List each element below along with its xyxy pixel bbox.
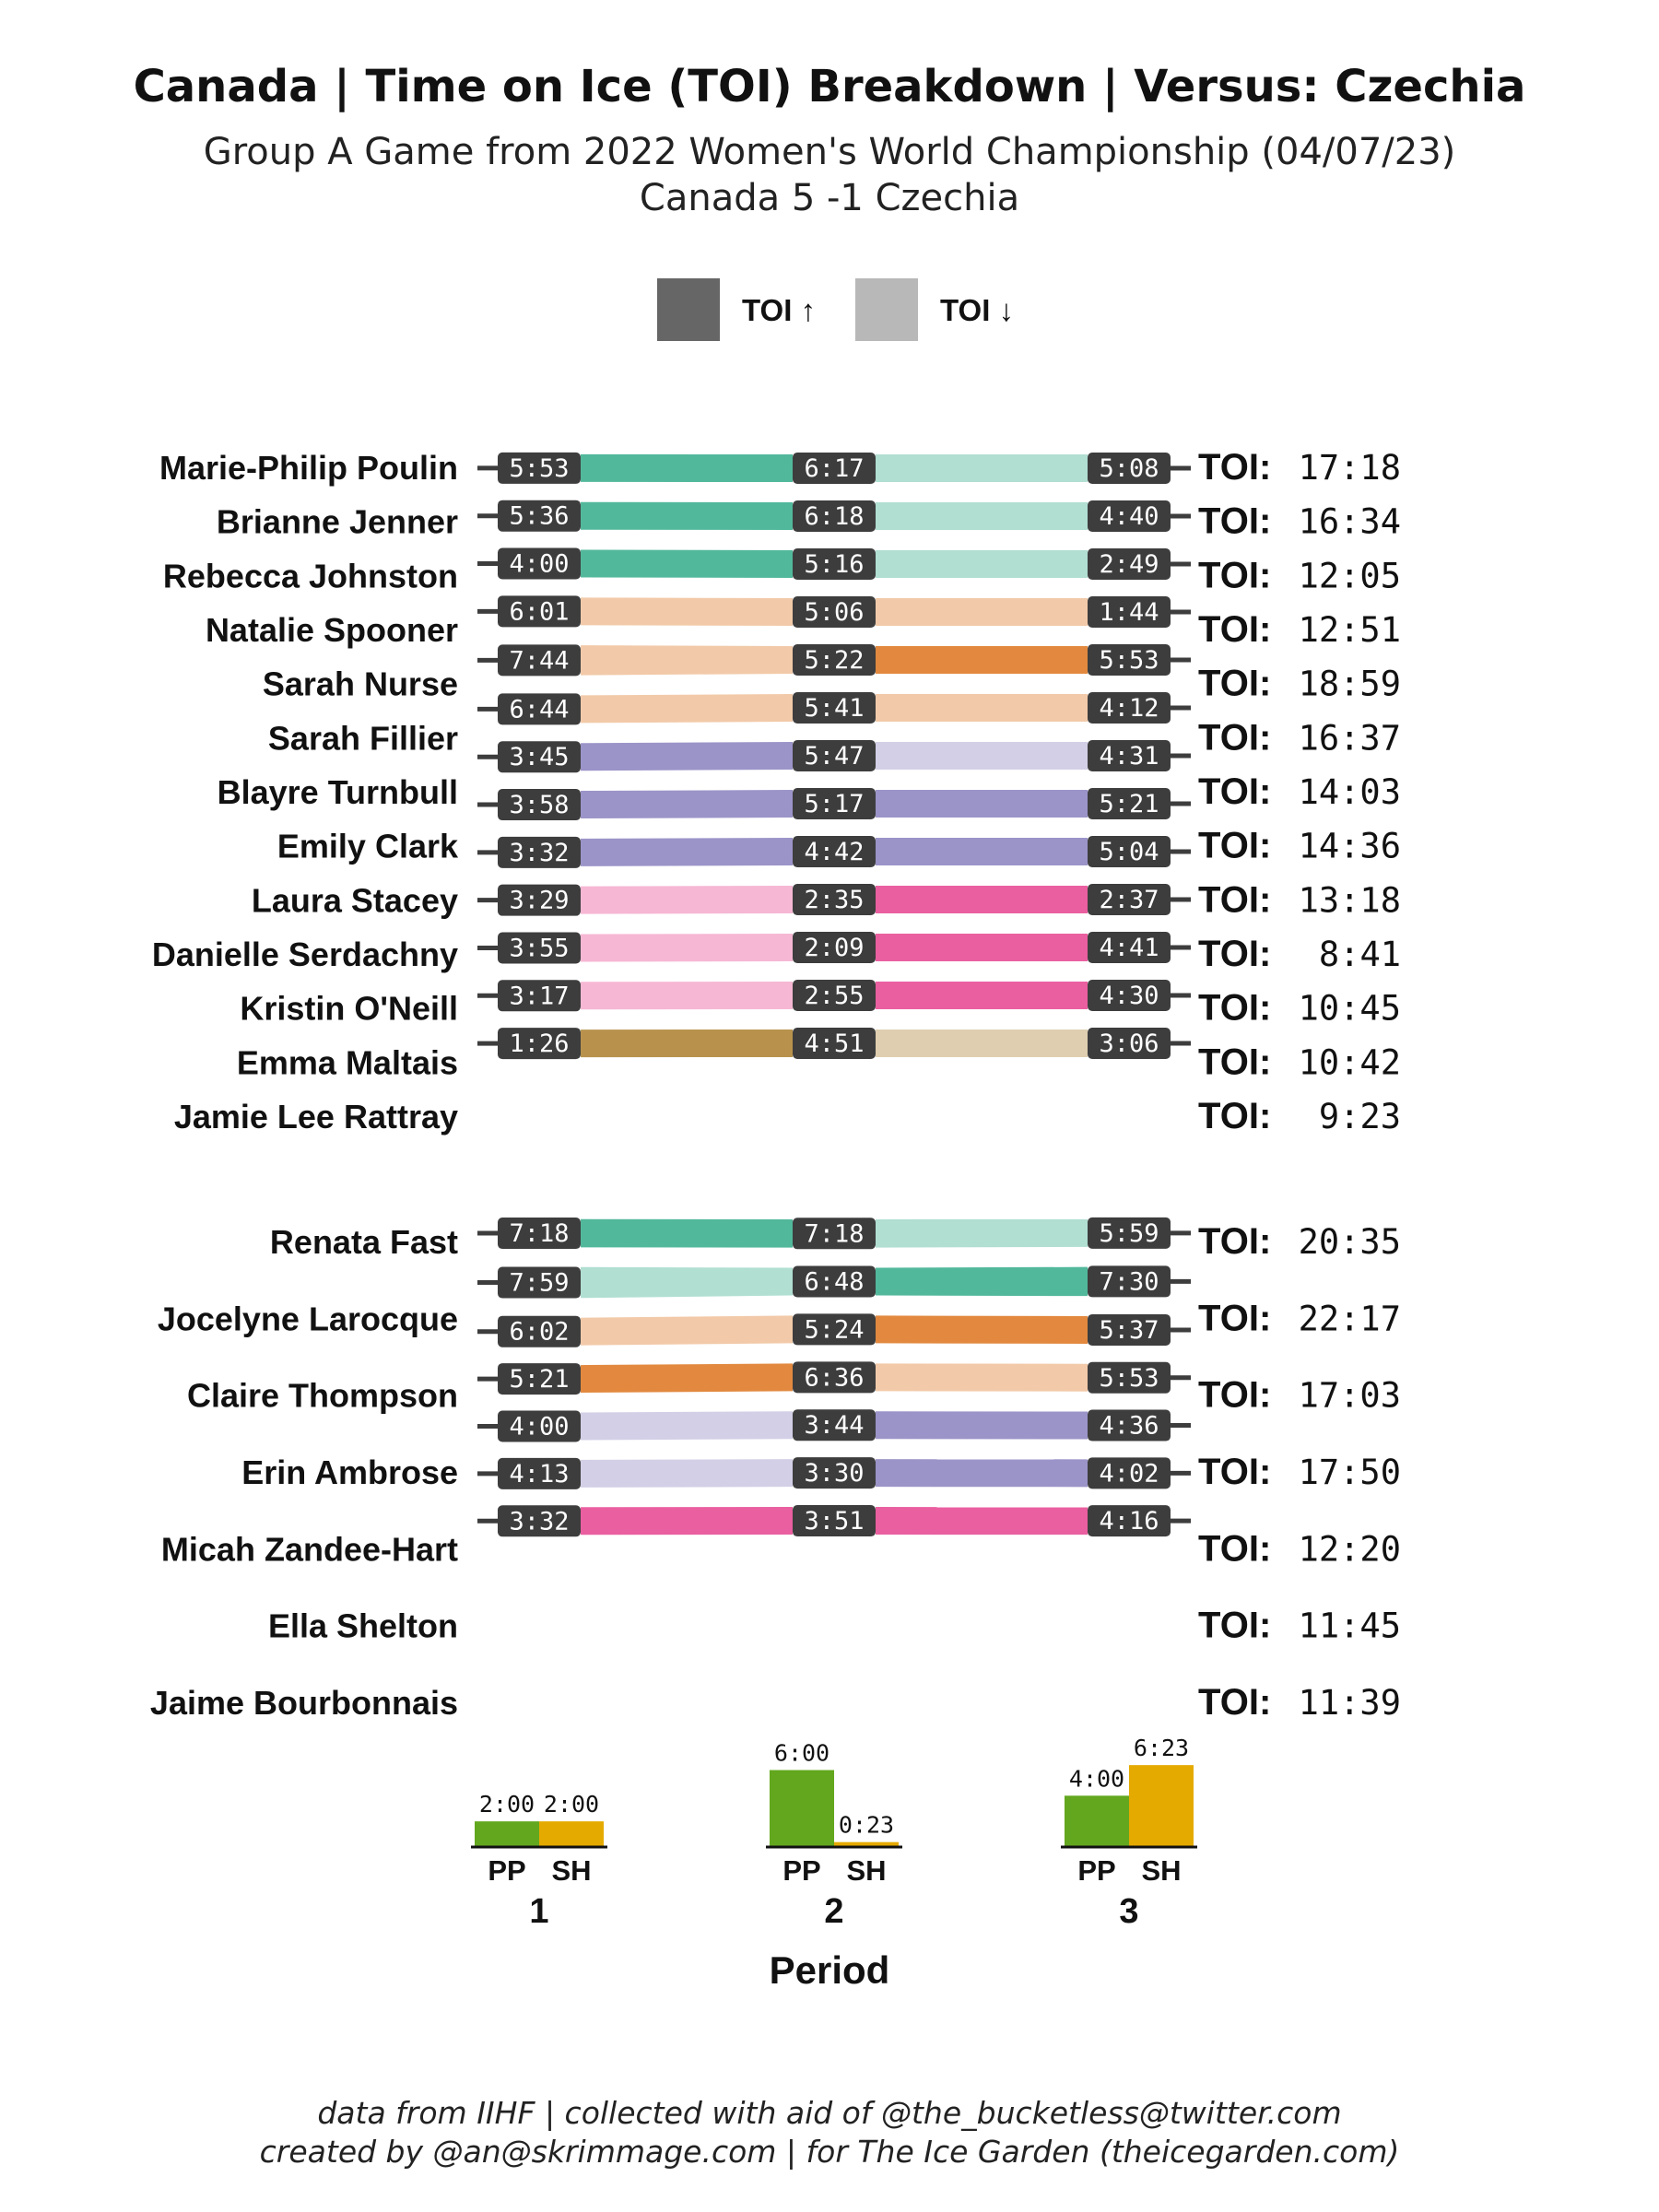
period-time: 5:47	[804, 742, 865, 771]
period-time: 4:00	[509, 1412, 570, 1441]
player-name: Emma Maltais	[236, 1043, 458, 1082]
toi-total: 12:51	[1298, 610, 1401, 650]
player-name: Jaime Bourbonnais	[149, 1684, 458, 1722]
ribbon-jamie-lee-rattray-p2-p3	[876, 1030, 1088, 1057]
bar-value-label: 0:23	[838, 1811, 895, 1839]
period-time: 3:55	[509, 934, 570, 963]
ribbon-marie-philip-poulin-p2-p3	[876, 454, 1088, 482]
player-name: Claire Thompson	[186, 1376, 458, 1415]
period-time: 4:02	[1099, 1459, 1159, 1488]
ribbon-ella-shelton-p2-p3	[876, 1459, 1088, 1487]
special-teams-period-3	[1061, 1735, 1197, 1931]
ribbon-emma-maltais-p1-p2	[581, 982, 793, 1009]
toi-total: 20:35	[1298, 1222, 1401, 1262]
legend	[657, 278, 1014, 341]
period-time: 5:16	[804, 550, 865, 579]
ribbon-jocelyne-larocque-p2-p3	[876, 1267, 1088, 1297]
bar-category-label: PP	[488, 1854, 526, 1887]
special-teams-period-2	[766, 1739, 902, 1931]
period-time: 4:30	[1099, 982, 1159, 1010]
period-time: 5:41	[804, 694, 865, 723]
toi-label: TOI:	[1198, 1221, 1272, 1262]
period-time: 3:45	[509, 743, 570, 772]
toi-label: TOI:	[1198, 663, 1272, 704]
ribbon-blayre-turnbull-p2-p3	[876, 742, 1088, 770]
period-time: 4:40	[1099, 502, 1159, 531]
player-name: Erin Ambrose	[241, 1453, 458, 1491]
period-time: 4:41	[1099, 934, 1159, 962]
legend-down-swatch	[855, 278, 918, 341]
period-time: 4:51	[804, 1030, 865, 1058]
period-time: 4:36	[1099, 1411, 1159, 1441]
period-time: 5:53	[1099, 646, 1159, 675]
ribbon-ella-shelton-p1-p2	[581, 1459, 793, 1488]
player-name: Laura Stacey	[251, 881, 458, 920]
toi-total: 12:20	[1298, 1529, 1401, 1570]
ribbon-sarah-fillier-p1-p2	[581, 694, 793, 723]
period-time: 2:09	[804, 934, 865, 962]
player-name: Kristin O'Neill	[240, 989, 458, 1028]
period-time: 7:18	[804, 1219, 865, 1249]
toi-label: TOI:	[1198, 717, 1272, 759]
toi-total: 17:50	[1298, 1453, 1401, 1492]
player-name: Danielle Serdachny	[151, 935, 458, 973]
toi-total: 10:45	[1298, 988, 1401, 1029]
period-time: 6:44	[509, 695, 570, 724]
ribbon-erin-ambrose-p2-p3	[876, 1363, 1088, 1391]
player-name: Jamie Lee Rattray	[173, 1098, 458, 1135]
bar-value-label: 6:23	[1133, 1735, 1190, 1762]
ribbon-claire-thompson-p1-p2	[581, 1315, 793, 1345]
toi-label: TOI:	[1198, 879, 1272, 921]
period-time: 2:35	[804, 886, 865, 914]
bar-sh	[539, 1821, 604, 1847]
ribbon-renata-fast-p2-p3	[876, 1219, 1088, 1248]
player-name: Renata Fast	[269, 1223, 458, 1261]
toi-total: 13:18	[1298, 880, 1401, 921]
period-label: 1	[529, 1892, 549, 1931]
ribbon-natalie-spooner-p2-p3	[876, 598, 1088, 626]
period-time: 5:24	[804, 1315, 865, 1345]
player-name: Ella Shelton	[267, 1606, 458, 1645]
toi-label: TOI:	[1198, 987, 1272, 1029]
ribbon-emily-clark-p1-p2	[581, 790, 793, 818]
player-row-natalie-spooner	[206, 595, 1401, 650]
period-time: 6:48	[804, 1267, 865, 1297]
toi-label: TOI:	[1198, 500, 1272, 542]
ribbon-jocelyne-larocque-p1-p2	[581, 1267, 793, 1299]
ribbon-marie-philip-poulin-p1-p2	[581, 454, 793, 482]
toi-label: TOI:	[1198, 1452, 1272, 1492]
period-time: 5:04	[1099, 838, 1159, 866]
ribbon-sarah-fillier-p2-p3	[876, 694, 1088, 722]
bar-value-label: 2:00	[478, 1791, 535, 1818]
period-time: 3:58	[509, 791, 570, 820]
toi-total: 10:42	[1298, 1042, 1401, 1083]
period-time: 1:44	[1099, 598, 1159, 627]
x-axis-label: Period	[769, 1948, 890, 1992]
toi-total: 11:45	[1298, 1606, 1401, 1646]
period-time: 1:26	[509, 1030, 570, 1059]
ribbon-natalie-spooner-p1-p2	[581, 597, 793, 626]
chart-title: Canada | Time on Ice (TOI) Breakdown | Versus: Czechia	[133, 61, 1526, 112]
period-time: 7:59	[509, 1268, 570, 1298]
period-label: 3	[1119, 1892, 1139, 1931]
toi-label: TOI:	[1198, 1096, 1272, 1136]
toi-total: 22:17	[1298, 1299, 1401, 1339]
period-time: 7:44	[509, 646, 570, 676]
legend-down-label: TOI ↓	[940, 293, 1015, 327]
toi-total: 17:03	[1298, 1375, 1401, 1416]
period-time: 3:32	[509, 838, 570, 867]
toi-total: 8:41	[1318, 935, 1401, 974]
toi-label: TOI:	[1198, 1682, 1272, 1723]
period-time: 5:06	[804, 598, 865, 627]
ribbon-jaime-bourbonnais-p2-p3	[876, 1507, 1088, 1535]
toi-label: TOI:	[1198, 555, 1272, 596]
period-time: 2:49	[1099, 550, 1159, 579]
bar-value-label: 6:00	[773, 1739, 830, 1767]
period-time: 5:53	[509, 453, 570, 483]
toi-label: TOI:	[1198, 1041, 1272, 1083]
period-time: 3:17	[509, 982, 570, 1011]
ribbon-sarah-nurse-p2-p3	[876, 646, 1088, 674]
period-time: 5:53	[1099, 1363, 1159, 1393]
bar-pp	[1065, 1795, 1129, 1847]
period-time: 4:00	[509, 549, 570, 579]
bar-value-label: 4:00	[1068, 1765, 1125, 1793]
ribbon-rebecca-johnston-p2-p3	[876, 550, 1088, 578]
toi-total: 16:37	[1298, 718, 1401, 759]
period-time: 4:16	[1099, 1507, 1159, 1536]
toi-label: TOI:	[1198, 1298, 1272, 1339]
period-time: 3:29	[509, 886, 570, 915]
ribbon-kristin-o-neill-p1-p2	[581, 934, 793, 961]
period-time: 3:06	[1099, 1030, 1159, 1058]
chart-subtitle: Group A Game from 2022 Women's World Championship (04/07/23)	[203, 131, 1456, 173]
ribbon-sarah-nurse-p1-p2	[581, 645, 793, 675]
period-time: 2:55	[804, 982, 865, 1010]
period-time: 5:37	[1099, 1315, 1159, 1345]
ribbon-emily-clark-p2-p3	[876, 790, 1088, 818]
bar-sh	[1129, 1765, 1194, 1847]
special-teams-period-1	[471, 1791, 607, 1931]
bar-value-label: 2:00	[543, 1791, 600, 1818]
ribbon-jaime-bourbonnais-p1-p2	[581, 1507, 793, 1535]
player-name: Emily Clark	[276, 827, 458, 865]
period-label: 2	[824, 1892, 844, 1931]
period-time: 7:30	[1099, 1267, 1159, 1297]
period-time: 5:21	[1099, 790, 1159, 818]
player-row-renata-fast	[270, 1218, 1401, 1262]
period-time: 7:18	[509, 1219, 570, 1249]
bar-category-label: PP	[1077, 1854, 1116, 1887]
toi-total: 14:36	[1298, 826, 1401, 866]
player-name: Micah Zandee-Hart	[160, 1530, 458, 1569]
footer-credit: created by @an@skrimmage.com | for The Ice Garden (theicegarden.com)	[259, 2134, 1400, 2170]
toi-total: 16:34	[1298, 501, 1401, 542]
period-time: 3:30	[804, 1459, 865, 1488]
player-row-brianne-jenner	[217, 500, 1401, 542]
ribbon-brianne-jenner-p2-p3	[876, 502, 1088, 530]
bar-category-label: SH	[551, 1854, 592, 1887]
ribbon-danielle-serdachny-p2-p3	[876, 886, 1088, 913]
game-score: Canada 5 -1 Czechia	[639, 177, 1020, 219]
period-time: 5:22	[804, 646, 865, 675]
ribbon-rebecca-johnston-p1-p2	[581, 550, 793, 578]
toi-total: 9:23	[1318, 1097, 1401, 1136]
ribbon-micah-zandee-hart-p1-p2	[581, 1411, 793, 1440]
ribbon-kristin-o-neill-p2-p3	[876, 934, 1088, 961]
ribbon-claire-thompson-p2-p3	[876, 1315, 1088, 1344]
ribbon-renata-fast-p1-p2	[581, 1219, 793, 1248]
ribbon-erin-ambrose-p1-p2	[581, 1363, 793, 1393]
ribbon-laura-stacey-p2-p3	[876, 838, 1088, 865]
period-time: 6:18	[804, 502, 865, 531]
player-name: Marie-Philip Poulin	[159, 449, 458, 487]
ribbon-danielle-serdachny-p1-p2	[581, 886, 793, 914]
period-time: 5:21	[509, 1365, 570, 1394]
toi-label: TOI:	[1198, 934, 1272, 974]
player-name: Sarah Fillier	[267, 719, 458, 758]
period-time: 6:02	[509, 1317, 570, 1347]
toi-label: TOI:	[1198, 1374, 1272, 1416]
toi-label: TOI:	[1198, 1528, 1272, 1570]
period-time: 3:44	[804, 1411, 865, 1441]
toi-total: 18:59	[1298, 664, 1401, 704]
period-time: 3:51	[804, 1507, 865, 1536]
ribbon-emma-maltais-p2-p3	[876, 982, 1088, 1009]
player-name: Sarah Nurse	[262, 665, 458, 703]
ribbon-laura-stacey-p1-p2	[581, 838, 793, 866]
period-time: 5:36	[509, 501, 570, 531]
legend-up-swatch	[657, 278, 720, 341]
bar-pp	[770, 1770, 834, 1847]
toi-label: TOI:	[1198, 609, 1272, 650]
period-time: 6:17	[804, 454, 865, 483]
player-name: Natalie Spooner	[205, 611, 458, 649]
period-time: 5:59	[1099, 1218, 1159, 1248]
bar-category-label: SH	[846, 1854, 887, 1887]
toi-total: 11:39	[1298, 1683, 1401, 1723]
footer-source: data from IIHF | collected with aid of @the_bucketless@twitter.com	[317, 2095, 1342, 2131]
period-time: 4:12	[1099, 694, 1159, 723]
period-time: 5:08	[1099, 454, 1159, 483]
period-time: 6:36	[804, 1363, 865, 1393]
ribbon-brianne-jenner-p1-p2	[581, 502, 793, 530]
bar-pp	[475, 1821, 539, 1847]
period-time: 4:31	[1099, 742, 1159, 771]
bar-category-label: PP	[782, 1854, 821, 1887]
toi-label: TOI:	[1198, 1605, 1272, 1646]
bar-category-label: SH	[1141, 1854, 1182, 1887]
special-teams-chart	[471, 1735, 1197, 1931]
player-name: Blayre Turnbull	[217, 773, 458, 811]
toi-total: 14:03	[1298, 772, 1401, 812]
period-time: 5:17	[804, 790, 865, 818]
toi-label: TOI:	[1198, 771, 1272, 812]
ribbon-jamie-lee-rattray-p1-p2	[581, 1030, 793, 1057]
toi-label: TOI:	[1198, 447, 1272, 488]
period-time: 3:32	[509, 1507, 570, 1536]
period-time: 4:42	[804, 838, 865, 866]
player-name: Rebecca Johnston	[162, 557, 458, 595]
ribbon-micah-zandee-hart-p2-p3	[876, 1411, 1088, 1439]
period-time: 6:01	[509, 597, 570, 627]
toi-total: 12:05	[1298, 556, 1401, 596]
ribbon-blayre-turnbull-p1-p2	[581, 742, 793, 771]
toi-label: TOI:	[1198, 825, 1272, 866]
player-name: Brianne Jenner	[216, 502, 458, 541]
toi-total: 17:18	[1298, 448, 1401, 488]
period-time: 4:13	[509, 1459, 570, 1488]
legend-up-label: TOI ↑	[742, 293, 817, 327]
player-name: Jocelyne Larocque	[157, 1300, 458, 1338]
period-time: 2:37	[1099, 886, 1159, 914]
